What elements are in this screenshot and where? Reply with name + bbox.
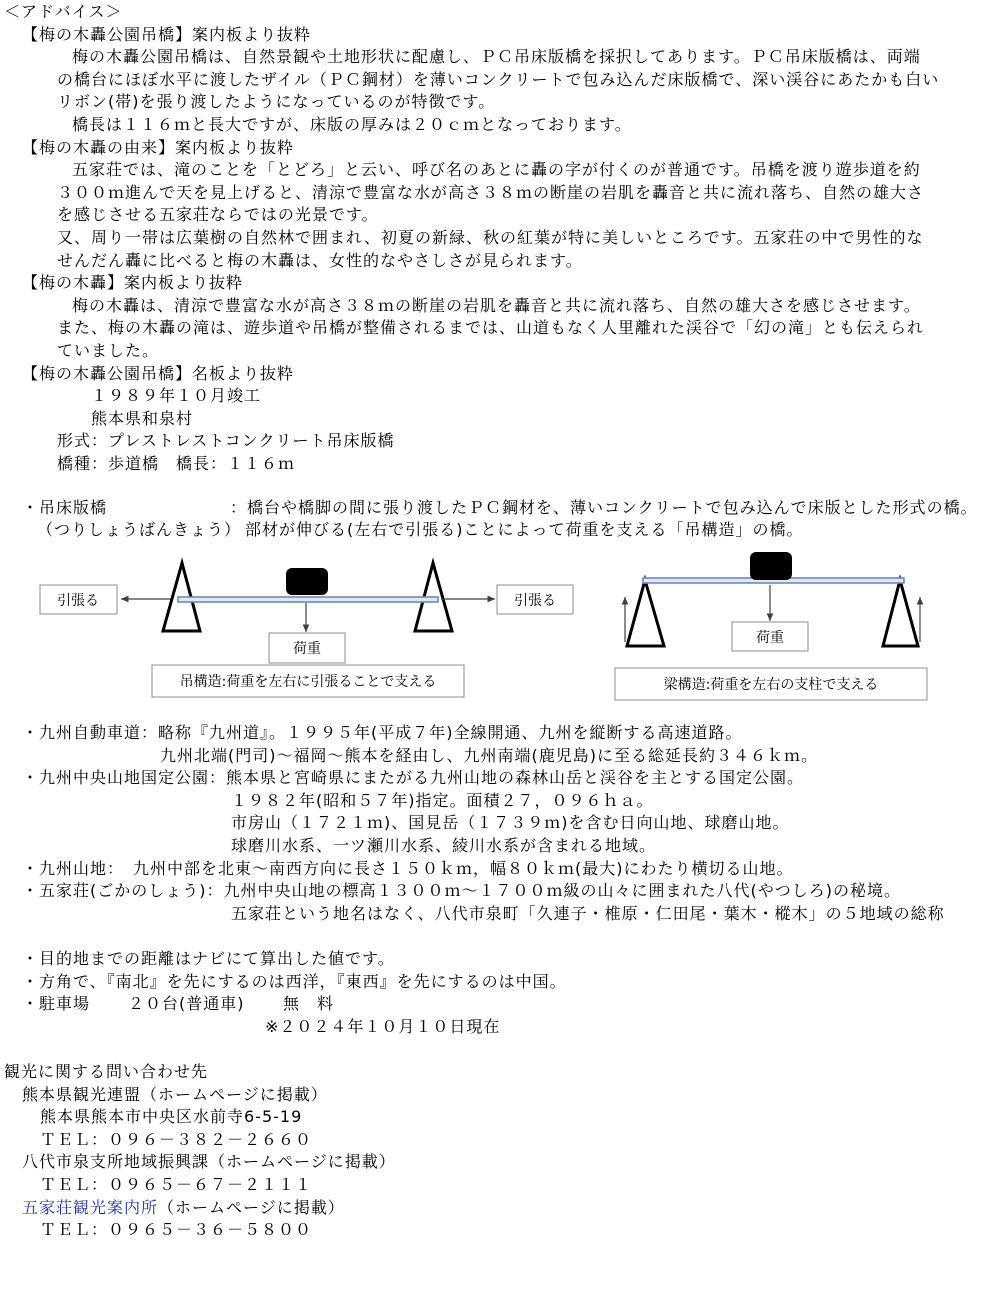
excerpt-line: ３００ｍ進んで天を見上げると、清涼で豊富な水が高さ３８ｍの断崖の岩肌を轟音と共に流れ落ち、自然の雄大さ [57,183,925,202]
contact-note: （ホームページに掲載） [141,1085,328,1104]
contact-tel: ＴＥＬ：０９６５－６７－２１１１ [40,1175,313,1194]
nameplate-kind: 橋種：歩道橋 橋長：１１６ｍ [57,454,296,473]
excerpt-title: 【梅の木轟の由来】案内板より抜粋 [22,138,295,157]
structure-diagram [0,550,1005,706]
page-heading: ＜アドバイス＞ [4,2,123,21]
excerpt-line: 梅の木轟は、清涼で豊富な水が高さ３８ｍの断崖の岩肌を轟音と共に流れ落ち、自然の雄大さを感じさせます。 [72,296,921,315]
excerpt-title: 【梅の木轟公園吊橋】名板より抜粋 [22,364,295,383]
contact-yatsushiro-office [22,1151,396,1173]
load-block [286,568,328,595]
term-tsurishoban [22,497,982,519]
contact-kumamoto-tourism [22,1084,328,1106]
contact-tel: ＴＥＬ：０９６－３８２－２６６０ [40,1130,313,1149]
excerpt-line: また、梅の木轟の滝は、遊歩道や吊橋が整備されるまでは、山道もなく人里離れた渓谷で「幻の滝」とも伝えられ [57,318,925,337]
nameplate-owner: 熊本県和泉村 [91,409,194,428]
suspended-deck [178,597,438,602]
term-expressway: ・九州自動車道：略称『九州道』。１９９５年(平成７年)全線開通、九州を縦断する高速道路。 [22,723,743,742]
suspension-structure-diagram [40,563,573,697]
term-gokanosho-detail: 五家荘という地名はなく、八代市泉町「久連子・椎原・仁田尾・葉木・樅木」の５地域の総称 [231,904,945,923]
left-support [627,580,664,646]
load-label: 荷重 [293,641,321,657]
contact-tel: ＴＥＬ：０９６５－３６－５８００ [40,1220,313,1239]
parking-fee: 無 料 [283,994,335,1013]
gokanosho-info-link[interactable]: 五家荘観光案内所 [22,1198,159,1217]
term-reading: （つりしょうばんきょう） [37,520,242,539]
term-kyushu-mountains: ・九州山地： 九州中部を北東～南西方向に長さ１５０ｋｍ，幅８０ｋｍ(最大)にわたり横切る山地。 [22,859,794,878]
contact-gokanosho-info [22,1197,345,1219]
nameplate-completion: １９８９年１０月竣工 [91,386,262,405]
term-label: ・吊床版橋 [22,498,108,517]
term-tsurishoban-2 [37,519,982,541]
contact-note: （ホームページに掲載） [209,1152,396,1171]
term-national-park-detail: １９８２年(昭和５７年)指定。面積２７，０９６ｈａ。 [231,791,654,810]
right-support [883,580,918,646]
excerpt-line: 梅の木轟公園吊橋は、自然景観や土地形状に配慮し、ＰＣ吊床版橋を採択してあります。ＰＣ吊床版橋は、両端 [72,47,921,66]
nameplate-type: 形式：プレストレストコンクリート吊床版橋 [57,431,395,450]
parking-capacity: ２０台(普通車) [128,994,245,1013]
excerpt-line: の橋台にほぼ水平に渡したザイル（ＰＣ鋼材）を薄いコンクリートで包み込んだ床版橋で、深い渓谷にあたかも白い [57,70,940,89]
term-national-park: ・九州中央山地国定公園：熊本県と宮崎県にまたがる九州山地の森林山岳と渓谷を主とする国定公園。 [22,768,805,787]
load-label: 荷重 [756,630,784,646]
excerpt-title: 【梅の木轟】案内板より抜粋 [22,273,244,292]
contact-name: 熊本県観光連盟 [22,1085,142,1104]
term-gokanosho: ・五家荘(ごかのしょう)：九州中央山地の標高１３００ｍ～１７００ｍ級の山々に囲まれた八代(やつしろ)の秘境。 [22,881,901,900]
contacts-title: 観光に関する問い合わせ先 [4,1062,209,1081]
parking-label: ・駐車場 [22,994,91,1013]
excerpt-line: せんだん轟に比べると梅の木轟は、女性的なやさしさが見られます。 [57,251,583,270]
excerpt-line: 五家荘では、滝のことを「とどろ」と云い、呼び名のあとに轟の字が付くのが普通です。吊橋を渡り遊歩道を約 [72,160,921,179]
contact-note: （ホームページに掲載） [158,1198,345,1217]
beam-caption: 梁構造:荷重を左右の支柱で支える [663,677,879,693]
term-definition: 部材が伸びる(左右で引張る)ことによって荷重を支える「吊構造」の橋。 [245,520,804,539]
excerpt-line: を感じさせる五家荘ならではの光景です。 [57,205,379,224]
note-parking [22,993,422,1015]
excerpt-line: 又、周り一帯は広葉樹の自然林で囲まれ、初夏の新緑、秋の紅葉が特に美しいところです。五家荘の中で男性的な [57,228,924,247]
excerpt-line: リボン(帯)を張り渡したようになっているのが特徴です。 [57,92,496,111]
term-national-park-detail: 市房山（１７２１ｍ)、国見岳（１７３９ｍ)を含む日向山地、球磨山地。 [231,813,790,832]
term-definition: ：橋台や橋脚の間に張り渡したＰＣ鋼材を、薄いコンクリートで包み込んで床版とした形式の橋。 [230,498,978,517]
parking-as-of-date: ※２０２４年１０月１０日現在 [265,1017,501,1036]
contact-name: 八代市泉支所地域振興課 [22,1152,210,1171]
contact-address: 熊本県熊本市中央区水前寺6-5-19 [40,1107,303,1126]
excerpt-title: 【梅の木轟公園吊橋】案内板より抜粋 [22,25,312,44]
excerpt-line: ていました。 [57,341,160,360]
suspension-caption: 吊構造:荷重を左右に引張ることで支える [179,674,437,690]
note-direction: ・方角で、『南北』を先にするのは西洋，『東西』を先にするのは中国。 [22,972,567,991]
note-distance: ・目的地までの距離はナビにて算出した値です。 [22,949,395,968]
pull-left-label: 引張る [57,593,99,609]
beam-structure-diagram [615,552,927,700]
load-block [750,552,792,580]
pull-right-label: 引張る [514,593,556,609]
excerpt-line: 橋長は１１６ｍと長大ですが、床版の厚みは２０ｃｍとなっております。 [72,115,632,134]
term-national-park-detail: 球磨川水系、一ツ瀬川水系、綾川水系が含まれる地域。 [231,836,657,855]
term-expressway-detail: 九州北端(門司)～福岡～熊本を経由し、九州南端(鹿児島)に至る総延長約３４６ｋｍ。 [160,746,818,765]
